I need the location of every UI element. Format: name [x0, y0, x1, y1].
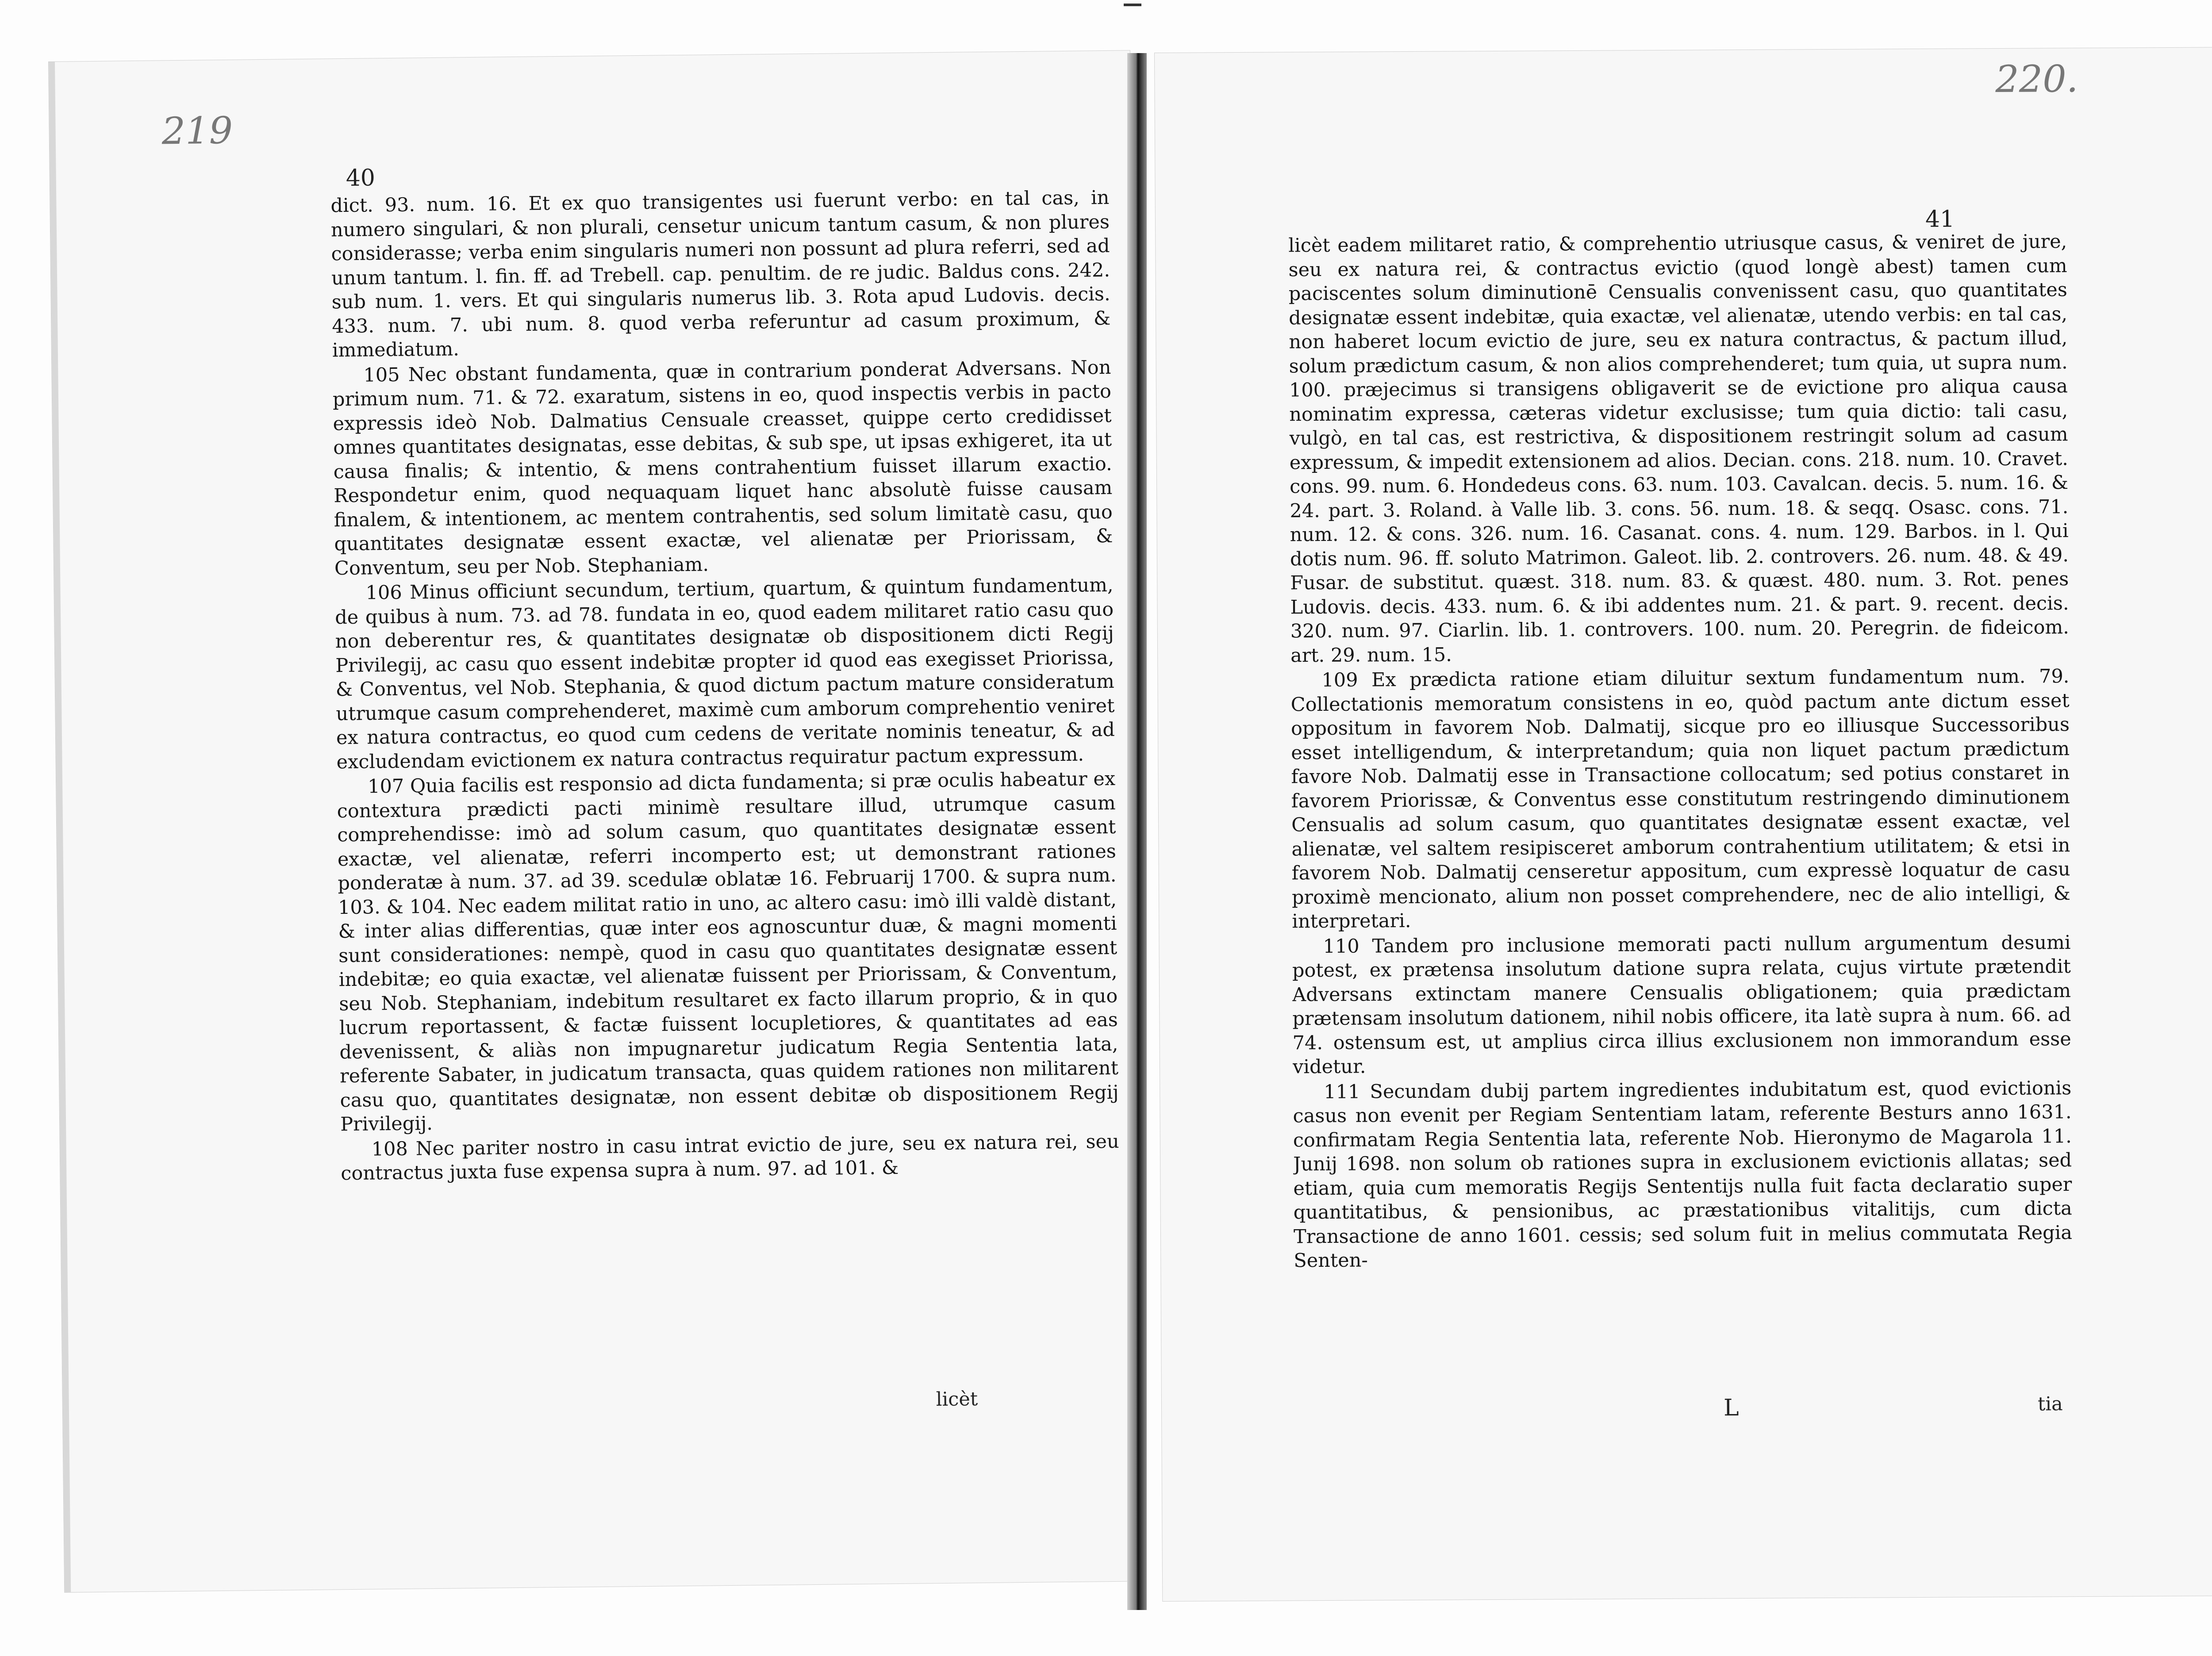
left-paragraph-104: dict. 93. num. 16. Et ex quo transigentes usi fuerunt verbo: en tal cas, in numero singulari, & non plurali, censetur unicum tantum casum, & non plures considerasse; verba enim singularis numeri non possunt ad plura referri, sed ad unum tantum. l. fin. ff. ad Trebell. cap. penultim. de re judic. Baldus cons. 242. sub num. 1. vers. Et qui singularis numerus lib. 3. Rota apud Ludovis. decis. 433. num. 7. ubi num. 8. quod verba referuntur ad casum proximum, & immediatum. — [330, 186, 1111, 362]
right-paragraph-110: 110 Tandem pro inclusione memorati pacti nullum argumentum desumi potest, ex prætensa insolutum datione supra relata, cujus virtute prætendit Adversans extinctam manere Censualis obligationem; quia prædictam prætensam insolutum dationem, nihil nobis officere, ita latè supra à num. 66. ad 74. ostensum est, ut amplius circa illius exclusionem non immorandum esse videtur. — [1292, 931, 2071, 1078]
left-paragraph-108: 108 Nec pariter nostro in casu intrat evictio de jure, seu ex natura rei, seu contractus juxta fuse expensa supra à num. 97. ad 101. & — [341, 1130, 1119, 1185]
right-paragraph-109: 109 Ex prædicta ratione etiam diluitur sextum fundamentum num. 79. Collectationis memoratum consistens in eo, quòd pactum ante dictum esset oppositum in favorem Nob. Dalmatij, sicque pro eo illiusque Successoribus esset intelligendum, & interpretandum; quia non liquet pactum prædictum favore Nob. Dalmatij esse in Transactione collocatum; sed potius constaret in favorem Priorissæ, & Conventus esse constitutum restringendo diminutionem Censualis ad solum casum, quo quantitates designatæ essent exactæ, vel alienatæ, vel saltem resipisceret amborum contrahentium utilitatem; & etsi in favorem Nob. Dalmatij censeretur appositum, cum expressè loquatur de casu proximè mencionato, alium non posset comprehendere, nec de alio intelligi, & interpretari. — [1290, 665, 2071, 933]
right-page-number: 41 — [1925, 206, 1955, 233]
book-gutter — [1127, 53, 1147, 1610]
left-handwritten-number: 219 — [161, 108, 233, 153]
left-catchword: licèt — [936, 1388, 978, 1411]
right-signature-mark: L — [1723, 1395, 1739, 1422]
top-binding-mark — [1124, 4, 1141, 6]
right-catchword: tia — [2037, 1393, 2063, 1415]
left-paragraph-105: 105 Nec obstant fundamenta, quæ in contrarium ponderat Adversans. Non primum num. 71. & 72. exaratum, sistens in eo, quod inspectis verbis in pacto expressis ideò Nob. Dalmatius Censuale creasset, quippe certo credidisset omnes quantitates designatas, esse debitas, & sub spe, ut ipsas exhigeret, ita ut causa finalis; & intentio, & mens contrahentium fuisset illarum exactio. Respondetur enim, quod nequaquam liquet hanc absolutè fuisse causam finalem, & intentionem, ac mentem contrahentis, sed solum limitatè casu, quo quantitates designatæ essent exactæ, vel alienatæ per Priorissam, & Conventum, seu per Nob. Stephaniam. — [332, 356, 1113, 579]
right-body-text — [1288, 230, 2073, 1388]
right-page — [1155, 47, 2212, 1601]
left-page — [49, 50, 1146, 1592]
left-body-text — [330, 186, 1121, 1397]
left-page-number: 40 — [346, 165, 376, 192]
right-paragraph-111: 111 Secundam dubij partem ingredientes indubitatum est, quod evictionis casus non evenit per Regiam Sententiam latam, referente Besturs anno 1631. confirmatam Regia Sententia lata, referente Nob. Hieronymo de Magarola 11. Junij 1698. non solum ob rationes supra in exclusionem evictionis allatas; sed etiam, quia cum memoratis Regijs Sententijs nulla fuit facta declaratio super quantitatibus, & pensionibus, ac præstationibus vitalitijs, cum dicta Transactione de anno 1601. cessis; sed solum fuit in melius commutata Regia Senten- — [1293, 1077, 2073, 1272]
right-handwritten-number: 220. — [1995, 57, 2078, 101]
left-paragraph-106: 106 Minus officiunt secundum, tertium, quartum, & quintum fundamentum, de quibus à num. 73. ad 78. fundata in eo, quod eadem militaret ratio casu quo non deberentur res, & quantitates designatæ ob dispositionem dicti Regij Privilegij, ac casu quo essent indebitæ propter id quod eas exegisset Priorissa, & Conventus, vel Nob. Stephania, & quod dictum pactum mature consideratum utrumque casum comprehenderet, maximè cum amborum comprehentio veniret ex natura contractus, eo quod cum cedens de veritate nominis teneatur, & ad excludendam evictionem ex natura contractus requiratur pactum expressum. — [334, 574, 1115, 773]
right-paragraph-continuation: licèt eadem militaret ratio, & comprehentio utriusque casus, & veniret de jure, seu ex natura rei, & contractus evictio (quod longè abest) tamen cum paciscentes solum diminutionē Censualis convenissent casu, quo quantitates designatæ essent indebitæ, quia exactæ, vel alienatæ, utendo verbis: en tal cas, non haberet locum evictio de jure, seu ex natura contractus, & pactum illud, solum prædictum casum, & non alios comprehenderet; tum quia, ut supra num. 100. præjecimus si transigens obligaverit se de evictione pro aliqua causa nominatim expressa, cæteras videtur exclusisse; tum quia dictio: tali casu, vulgò, en tal cas, est restrictiva, & dispositionem restringit solum ad casum expressum, & impedit extensionem ad alios. Decian. cons. 218. num. 10. Cravet. cons. 99. num. 6. Hondedeus cons. 63. num. 103. Cavalcan. decis. 5. num. 16. & 24. part. 3. Roland. à Valle lib. 3. cons. 56. num. 18. & seqq. Osasc. cons. 71. num. 12. & cons. 326. num. 16. Casanat. cons. 4. num. 129. Barbos. in l. Qui dotis num. 96. ff. soluto Matrimon. Galeot. lib. 2. controvers. 26. num. 48. & 49. Fusar. de substitut. quæst. 318. num. 83. & quæst. 480. num. 3. Rot. penes Ludovis. decis. 433. num. 6. & ibi addentes num. 21. & part. 9. recent. decis. 320. num. 97. Ciarlin. lib. 1. controvers. 100. num. 20. Peregrin. de fideicom. art. 29. num. 15. — [1288, 230, 2069, 667]
left-paragraph-107: 107 Quia facilis est responsio ad dicta fundamenta; si præ oculis habeatur ex contextura prædicti pacti minimè resultare illud, utrumque casum comprehendisse: imò ad solum casum, quo quantitates designatæ essent exactæ, vel alienatæ, referri incomperto est; ut demonstrant rationes ponderatæ à num. 37. ad 39. scedulæ oblatæ 16. Februarij 1700. & supra num. 103. & 104. Nec eadem militat ratio in uno, ac altero casu: imò illi valdè distant, & inter alias differentias, quæ inter eos agnoscuntur duæ, & magni momenti sunt considerationes: nempè, quod in casu quo quantitates designatæ essent indebitæ; eo quia exactæ, vel alienatæ fuissent per Priorissam, & Conventum, seu Nob. Stephaniam, indebitum resultaret ex facto illarum proprio, & in quo lucrum reportassent, & factæ fuissent locupletiores, & quantitates ad eas devenissent, & aliàs non impugnaretur judicatum Regia Sententia lata, referente Sabater, in judicatum transacta, quas quidem rationes non militarent casu quo, quantitates designatæ, non essent debitæ ob dispositionem Regij Privilegij. — [337, 767, 1119, 1136]
